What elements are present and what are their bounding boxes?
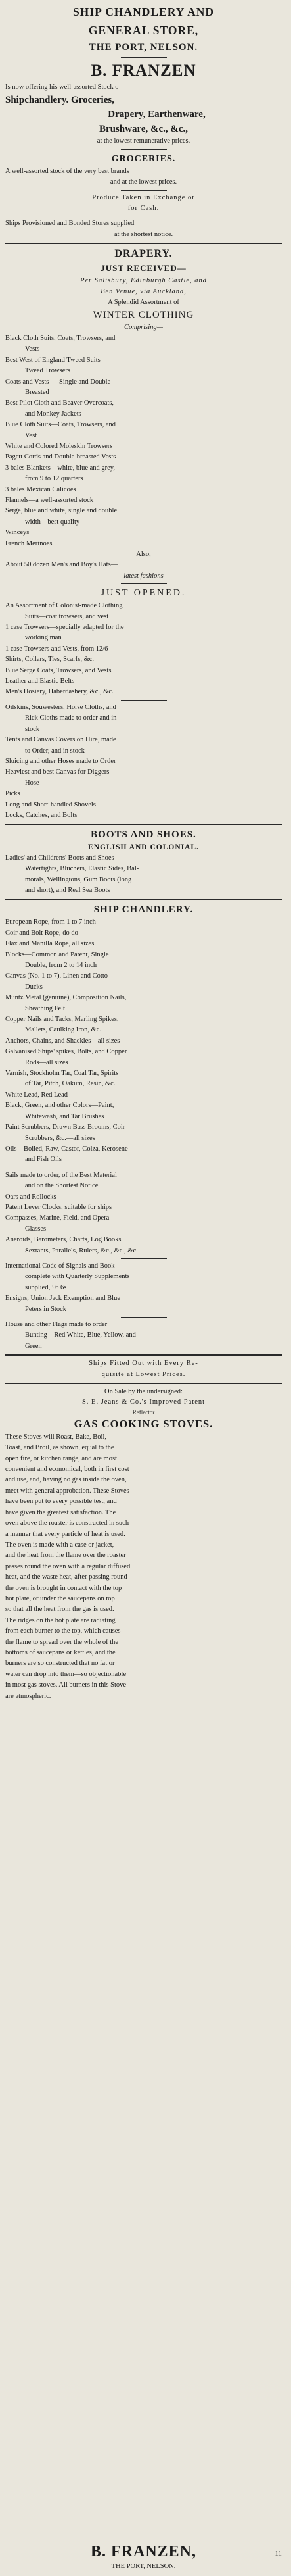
list-item: of Tar, Pitch, Oakum, Resin, &c. (25, 1080, 116, 1088)
intro-line: Brushware, &c., &c., (99, 124, 189, 135)
list-item: Scrubbers, &c.—all sizes (25, 1134, 95, 1142)
list-item: in most gas stoves. All burners in this Stove (5, 1681, 127, 1689)
list-item: White Lead, Red Lead (5, 1091, 68, 1099)
list-item: Picks (5, 790, 20, 798)
header-title-line2: GENERAL STORE, (88, 24, 199, 37)
list-item: from each burner to the top, which causes (5, 1627, 121, 1635)
list-item: Hose (25, 779, 39, 787)
list-item: Double, from 2 to 14 inch (25, 962, 97, 969)
list-item: Sheathing Felt (25, 1004, 65, 1012)
list-item: width—best quality (25, 518, 80, 526)
list-item: water can drop into them—so objectionable (5, 1670, 126, 1678)
list-item: Coir and Bolt Rope, do do (5, 929, 78, 937)
list-item: Varnish, Stockholm Tar, Coal Tar, Spirits (5, 1070, 119, 1077)
list-item: Paint Scrubbers, Drawn Bass Brooms, Coir (5, 1124, 125, 1131)
list-item: from 9 to 12 quarters (25, 475, 83, 483)
list-item: 1 case Trowsers—specially adapted for the (5, 624, 124, 632)
section-divider (5, 1383, 282, 1384)
produce-line: Produce Taken in Exchange or (92, 193, 195, 201)
intro-line: Drapery, Earthenware, (108, 109, 206, 120)
drapery-ships-2: Ben Venue, via Auckland, (101, 287, 187, 295)
list-item: Green (25, 1342, 42, 1350)
footer-name: B. FRANZEN, (90, 2542, 196, 2560)
divider (121, 57, 167, 58)
list-item: Locks, Catches, and Bolts (5, 811, 78, 819)
chandlery-items-list-4 (5, 1320, 282, 1352)
list-item: have given the greatest satisfaction. The (5, 1508, 116, 1516)
just-opened-heading: JUST OPENED. (101, 588, 187, 599)
list-item: Compasses, Marine, Field, and Opera (5, 1214, 110, 1222)
chandlery-items-list (5, 917, 282, 1165)
list-item: working man (25, 634, 62, 642)
section-divider (5, 824, 282, 825)
list-item: and on the Shortest Notice (25, 1182, 99, 1190)
list-item: Rick Cloths made to order and in (25, 714, 117, 722)
just-opened-items-list (5, 601, 282, 698)
list-item: Vests (25, 345, 40, 353)
list-item: and Fish Oils (25, 1156, 62, 1164)
list-item: Bunting—Red White, Blue, Yellow, and (25, 1331, 136, 1339)
list-item: supplied, £6 6s (25, 1283, 67, 1291)
list-item: Mallets, Caulking Iron, &c. (25, 1026, 102, 1034)
list-item: Heaviest and best Canvas for Diggers (5, 768, 110, 776)
list-item: and short), and Real Sea Boots (25, 886, 110, 894)
list-item: Whitewash, and Tar Brushes (25, 1112, 104, 1120)
list-item: Anchors, Chains, and Shackles—all sizes (5, 1037, 120, 1045)
intro-line: Is now offering his well-assorted Stock o (5, 84, 119, 91)
list-item: Pagett Cords and Double-breasted Vests (5, 453, 116, 461)
divider (121, 583, 167, 584)
page-number: 11 (275, 2550, 282, 2558)
list-item: morals, Wellingtons, Gum Boots (long (25, 876, 132, 883)
ships-provisioned-line: Ships Provisioned and Bonded Stores supplied (5, 220, 135, 228)
list-item: burners are so constructed that no fat or (5, 1660, 115, 1668)
groceries-line: A well-assorted stock of the very best brands (5, 167, 129, 175)
list-item: Coats and Vests — Single and Double (5, 378, 111, 385)
list-item: Oilskins, Souwesters, Horse Cloths, and (5, 703, 116, 711)
list-item: European Rope, from 1 to 7 inch (5, 918, 96, 926)
list-item: and the heat from the flame over the roaster (5, 1552, 126, 1560)
gas-reflector: Reflector (132, 1408, 155, 1416)
list-item: Canvas (No. 1 to 7), Linen and Cotto (5, 972, 108, 980)
ships-fitted-line: Ships Fitted Out with Every Re- (89, 1360, 198, 1368)
list-item: Aneroids, Barometers, Charts, Log Books (5, 1236, 122, 1244)
divider (121, 190, 167, 191)
list-item: Black, Green, and other Colors—Paint, (5, 1102, 114, 1110)
list-item: Patent Lever Clocks, suitable for ships (5, 1203, 112, 1211)
proprietor-name: B. FRANZEN (91, 62, 196, 80)
list-item: bottoms of saucepans or kettles, and the (5, 1648, 116, 1656)
list-item: An Assortment of Colonist-made Clothing (5, 602, 123, 610)
divider (121, 149, 167, 150)
list-item: Tents and Canvas Covers on Hire, made (5, 736, 116, 744)
section-divider (5, 243, 282, 244)
footer (5, 2542, 282, 2572)
list-item: to Order, and in stock (25, 747, 85, 755)
list-item: Black Cloth Suits, Coats, Trowsers, and (5, 334, 116, 342)
list-item: French Merinoes (5, 539, 53, 547)
drapery-also-line-2: latest fashions (123, 572, 164, 580)
list-item: Sails made to order, of the Best Material (5, 1171, 117, 1179)
list-item: Ensigns, Union Jack Exemption and Blue (5, 1295, 120, 1302)
list-item: Serge, blue and white, single and double (5, 507, 118, 515)
chandlery-items-list-2 (5, 1170, 282, 1256)
ship-chandlery-heading: SHIP CHANDLERY. (93, 904, 194, 916)
list-item: open fire, or kitchen range, and are most (5, 1454, 117, 1462)
list-item: Sluicing and other Hoses made to Order (5, 757, 116, 765)
header-title-line3: THE PORT, NELSON. (89, 42, 198, 53)
section-divider (5, 1354, 282, 1356)
advertisement-page (5, 0, 282, 2576)
list-item: Ducks (25, 983, 43, 991)
produce-line: for Cash. (127, 205, 160, 212)
footer-address: THE PORT, NELSON. (111, 2562, 176, 2570)
divider (121, 1317, 167, 1318)
chandlery-items-list-3 (5, 1261, 282, 1315)
gas-on-sale: On Sale by the undersigned: (104, 1388, 183, 1396)
list-item: convenient and economical, both in first cost (5, 1466, 129, 1474)
ships-fitted-line: quisite at Lowest Prices. (101, 1370, 186, 1378)
gas-cooking-stoves-heading: GAS COOKING STOVES. (74, 1417, 213, 1430)
list-item: Blue Serge Coats, Trowsers, and Vests (5, 666, 112, 674)
drapery-splendid: A Splendid Assortment of (108, 299, 179, 307)
list-item: Copper Nails and Tacks, Marling Spikes, (5, 1016, 119, 1024)
list-item: Men's Hosiery, Haberdashery, &c., &c. (5, 688, 114, 696)
intro-line: at the lowest remunerative prices. (97, 137, 190, 145)
groceries-heading: GROCERIES. (111, 153, 176, 164)
list-item: Glasses (25, 1225, 47, 1233)
list-item: hot plate, or under the saucepans on top (5, 1595, 115, 1602)
list-item: Breasted (25, 388, 49, 396)
list-item: International Code of Signals and Book (5, 1262, 115, 1270)
list-item: and use, and, having no gas inside the oven, (5, 1476, 127, 1484)
list-item: passes round the oven with a regular diffused (5, 1562, 131, 1570)
list-item: Long and Short-handled Shovels (5, 801, 96, 808)
list-item: Best Pilot Cloth and Beaver Overcoats, (5, 399, 114, 407)
list-item: the oven is brought in contact with the top (5, 1584, 122, 1592)
list-item: Flannels—a well-assorted stock (5, 496, 94, 504)
list-item: so that all the heat from the gas is used. (5, 1606, 114, 1614)
divider (121, 700, 167, 701)
gas-stove-description (5, 1432, 282, 1702)
winter-clothing-heading: WINTER CLOTHING (93, 310, 194, 321)
list-item: are atmospheric. (5, 1692, 51, 1700)
list-item: Blocks—Common and Patent, Single (5, 951, 109, 958)
list-item: These Stoves will Roast, Bake, Boil, (5, 1433, 106, 1441)
list-item: Galvanised Ships' spikes, Bolts, and Copper (5, 1048, 127, 1056)
list-item: White and Colored Moleskin Trowsers (5, 442, 113, 450)
list-item: Shirts, Collars, Ties, Scarfs, &c. (5, 656, 95, 664)
list-item: House and other Flags made to order (5, 1321, 108, 1328)
list-item: Best West of England Tweed Suits (5, 356, 101, 364)
list-item: Muntz Metal (genuine), Composition Nails, (5, 994, 127, 1002)
list-item: oven above the roaster is constructed in such (5, 1520, 129, 1527)
list-item: Sextants, Parallels, Rulers, &c., &c., &c. (25, 1247, 138, 1254)
boots-items-list (5, 853, 282, 897)
drapery-items-list (5, 334, 282, 549)
list-item: 3 bales Blankets—white, blue and grey, (5, 464, 115, 472)
list-item: 1 case Trowsers and Vests, from 12/6 (5, 645, 108, 653)
list-item: heat, and the waste heat, after passing round (5, 1573, 127, 1581)
list-item: Flax and Manilla Rope, all sizes (5, 940, 95, 948)
groceries-line: and at the lowest prices. (110, 178, 177, 186)
drapery-subheading: JUST RECEIVED— (101, 263, 187, 274)
list-item: have been put to every possible test, and (5, 1498, 117, 1506)
drapery-heading: DRAPERY. (114, 248, 173, 260)
list-item: Watertights, Bluchers, Elastic Sides, Bal- (25, 865, 139, 873)
drapery-also: Also, (136, 551, 151, 558)
header-title-line1: SHIP CHANDLERY AND (72, 5, 215, 18)
just-opened-items-list-2 (5, 703, 282, 821)
drapery-also-line: About 50 dozen Men's and Boy's Hats— (5, 561, 118, 569)
list-item: Leather and Elastic Belts (5, 678, 75, 685)
drapery-ships: Per Salisbury, Edinburgh Castle, and (79, 277, 208, 285)
divider (121, 1258, 167, 1259)
intro-line: Shipchandlery. Groceries, (5, 95, 114, 106)
gas-makers: S. E. Jeans & Co.'s Improved Patent (81, 1399, 206, 1406)
list-item: Tweed Trowsers (25, 367, 70, 375)
list-item: Ladies' and Childrens' Boots and Shoes (5, 854, 114, 862)
list-item: the flame to spread over the whole of the (5, 1638, 119, 1646)
list-item: Toast, and Broil, as shown, equal to the (5, 1444, 114, 1452)
list-item: and Monkey Jackets (25, 410, 81, 418)
list-item: Vest (25, 432, 37, 439)
list-item: The oven is made with a case or jacket, (5, 1541, 114, 1548)
list-item: Oars and Rollocks (5, 1193, 56, 1201)
list-item: Peters in Stock (25, 1305, 66, 1313)
list-item: Rods—all sizes (25, 1058, 68, 1066)
list-item: The ridges on the hot plate are radiating (5, 1616, 116, 1624)
drapery-comprising: Comprising— (124, 324, 163, 332)
section-divider (5, 899, 282, 900)
list-item: Suits—coat trowsers, and vest (25, 612, 109, 620)
boots-subheading: ENGLISH AND COLONIAL. (88, 843, 199, 852)
boots-heading: BOOTS AND SHOES. (91, 830, 196, 841)
list-item: Blue Cloth Suits—Coats, Trowsers, and (5, 421, 116, 429)
list-item: meet with general approbation. These Stoves (5, 1487, 129, 1495)
ships-provisioned-line: at the shortest notice. (114, 230, 173, 238)
list-item: complete with Quarterly Supplements (25, 1273, 130, 1281)
list-item: stock (25, 725, 40, 733)
list-item: Oils—Boiled, Raw, Castor, Colza, Kerosene (5, 1145, 128, 1152)
list-item: Winceys (5, 529, 30, 537)
list-item: 3 bales Mexican Calicoes (5, 485, 76, 493)
list-item: a manner that every particle of heat is used. (5, 1530, 125, 1538)
